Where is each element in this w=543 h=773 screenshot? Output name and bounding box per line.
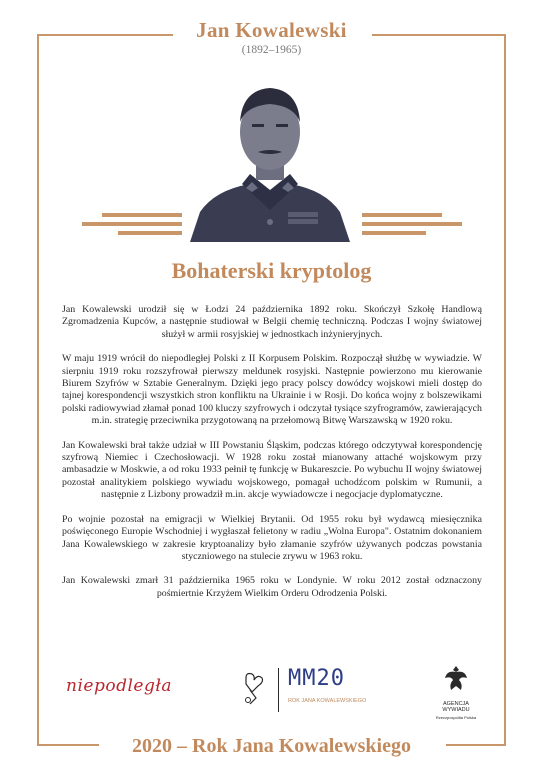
logo-divider xyxy=(278,668,279,712)
mm20-subtitle: ROK JANA KOWALEWSKIEGO xyxy=(288,698,367,704)
frame-right xyxy=(504,34,506,744)
mm20-title: MM20 xyxy=(288,666,345,691)
paragraph: Jan Kowalewski zmarł 31 października 1965 roku w Londynie. W roku 2012 został odznaczony pośmiertnie Krzyżem Wielkim Orderu Odrodzenia Polski. xyxy=(62,575,482,599)
biography-text xyxy=(62,304,482,612)
decor-bar xyxy=(102,213,182,217)
agencja-wywiadu-logo xyxy=(432,664,480,720)
decor-bar xyxy=(362,231,426,235)
niepodlegla-logo: niepodległa xyxy=(66,676,172,696)
eagle-emblem-icon xyxy=(443,664,469,694)
decor-bar xyxy=(118,231,182,235)
headline: Bohaterski kryptolog xyxy=(171,258,372,283)
decor-bar xyxy=(82,222,182,226)
decor-bar xyxy=(362,222,462,226)
paragraph: W maju 1919 wrócił do niepodległej Polski z II Korpusem Polskim. Rozpoczął służbę w wywiadzie. W sierpniu 1919 roku rozszyfrował pierwszy meldunek rosyjski. Następnie powierzono mu kierowanie Biurem Szyfrów w Sztabie Generalnym. Dzięki jego pracy polscy dowódcy wojskowi mieli dostęp do tajnej korespondencji wszystkich stron konfliktu na Ukrainie i w Rosji. Do końca wojny z bolszewikami polski radiowywiad złamał ponad 100 kluczy szyfrowych i odczytał tysiące szyfrogramów, zawierających m.in. strategię przeciwnika przygotowaną na przełomową Bitwę Warszawską w 1920 roku. xyxy=(62,353,482,427)
portrait-image xyxy=(170,62,370,242)
agencja-wywiadu-country: Rzeczpospolita Polska xyxy=(435,715,477,720)
heart-icon xyxy=(240,670,270,710)
person-name: Jan Kowalewski xyxy=(196,18,347,42)
life-years: (1892–1965) xyxy=(241,44,302,56)
mm20-logo xyxy=(240,666,390,716)
decor-bar xyxy=(362,213,442,217)
paragraph: Jan Kowalewski brał także udział w III Powstaniu Śląskim, podczas którego odczytywał korespondencję szyfrową Niemiec i Czechosłowacji. W 1928 roku został mianowany attaché wojskowym przy ambasadzie w Moskwie, a od roku 1933 pełnił tę funkcję w Bukareszcie. Po wybuchu II wojny światowej pozostał analitykiem polskiego wywiadu wojskowego, pomagał uchodźcom polskim w Rumunii, a następnie z Lizbony prowadził m.in. akcje wywiadowcze i negocjacje dyplomatyczne. xyxy=(62,439,482,501)
frame-left xyxy=(37,34,39,744)
footer-title: 2020 – Rok Jana Kowalewskiego xyxy=(132,735,411,757)
logos-row xyxy=(0,660,543,720)
paragraph: Jan Kowalewski urodził się w Łodzi 24 października 1892 roku. Skończył Szkołę Handlową Zgromadzenia Kupców, a następnie studiował w Belgii chemię techniczną. Podczas I wojny światowej służył w armii rosyjskiej w jednostkach inżynieryjnych. xyxy=(62,304,482,340)
agencja-wywiadu-name: AGENCJA WYWIADU xyxy=(442,701,470,713)
paragraph: Po wojnie pozostał na emigracji w Wielkiej Brytanii. Od 1955 roku był wydawcą miesięcznika poświęconego Europie Wschodniej i wygłaszał felietony w radiu „Wolna Europa". Ostatnim dokonaniem Jana Kowalewskiego w zakresie kryptoanalizy było złamanie szyfrów używanych podczas powstania styczniowego na stulecie zrywu w 1963 roku. xyxy=(62,513,482,562)
